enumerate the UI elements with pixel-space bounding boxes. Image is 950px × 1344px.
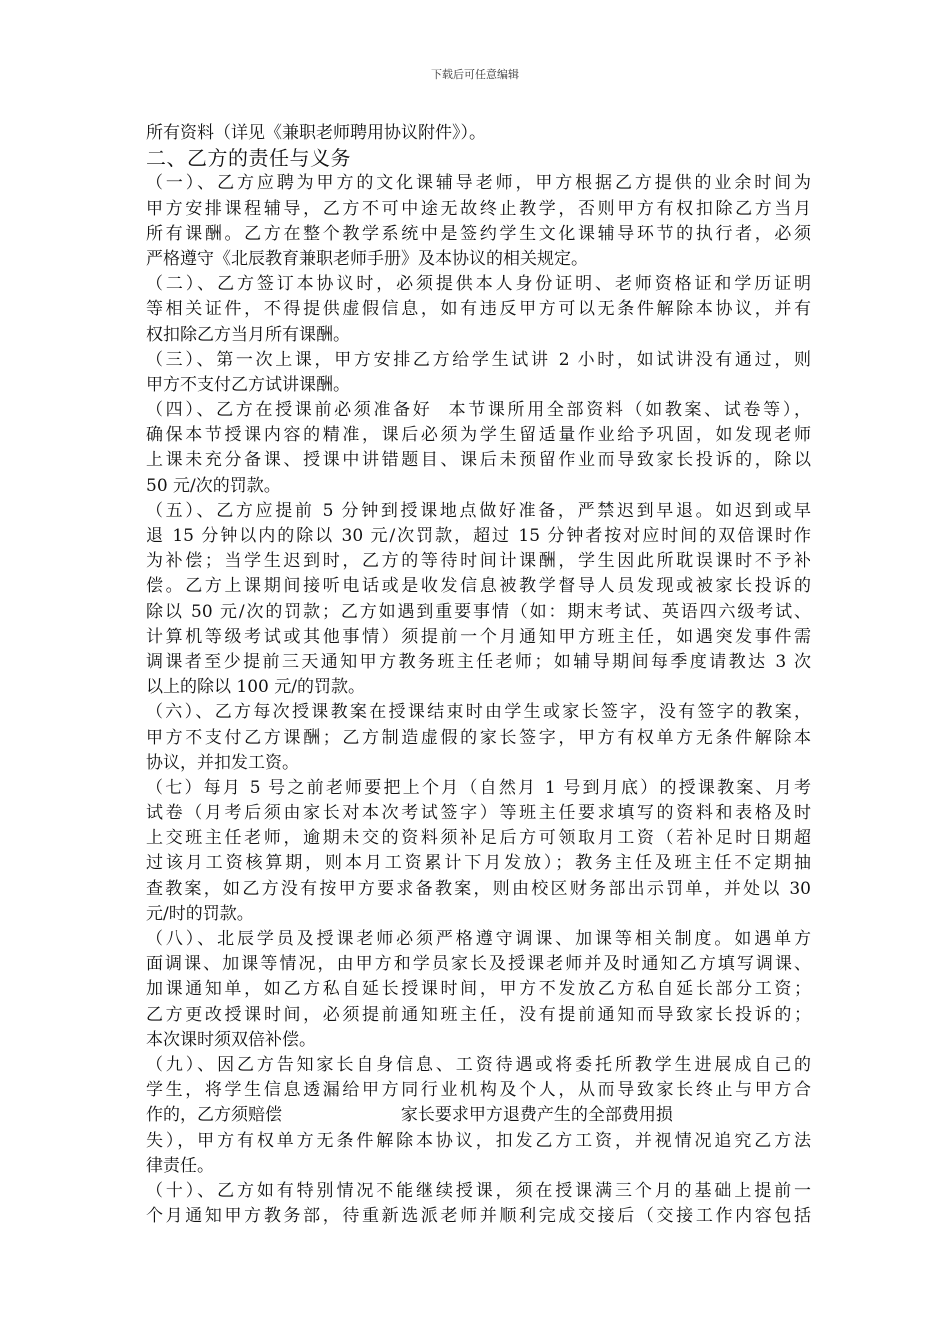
section-heading: 二、乙方的责任与义务 bbox=[146, 146, 351, 171]
paragraph-line: （十）、乙方如有特别情况不能继续授课，须在授课满三个月的基础上提前一 bbox=[146, 1180, 811, 1201]
paragraph-line: 所有资料（详见《兼职老师聘用协议附件》）。 bbox=[146, 123, 486, 143]
paragraph-line: 面调课、加课等情况，由甲方和学员家长及授课老师并及时通知乙方填写调课、 bbox=[146, 954, 811, 975]
paragraph-line: 甲方安排课程辅导，乙方不可中途无故终止教学，否则甲方有权扣除乙方当月 bbox=[146, 198, 811, 219]
paragraph-line: 调课者至少提前三天通知甲方教务班主任老师；如辅导期间每季度请教达 3 次 bbox=[146, 651, 811, 672]
page-header-note: 下载后可任意编辑 bbox=[431, 68, 519, 81]
paragraph-line: 偿。乙方上课期间接听电话或是收发信息被教学督导人员发现或被家长投诉的 bbox=[146, 576, 811, 597]
paragraph-line: 学生，将学生信息透漏给甲方同行业机构及个人，从而导致家长终止与甲方合 bbox=[146, 1080, 811, 1101]
paragraph-line: 为补偿；当学生迟到时，乙方的等待时间计课酬，学生因此所耽误课时不予补 bbox=[146, 551, 811, 572]
paragraph-line: 失），甲方有权单方无条件解除本协议，扣发乙方工资，并视情况追究乙方法 bbox=[146, 1130, 811, 1151]
paragraph-line: 律责任。 bbox=[146, 1155, 214, 1176]
paragraph-line: 查教案，如乙方没有按甲方要求备教案，则由校区财务部出示罚单，并处以 30 bbox=[146, 878, 811, 899]
paragraph-line: 加课通知单，如乙方私自延长授课时间，甲方不发放乙方私自延长部分工资； bbox=[146, 979, 811, 1000]
paragraph-line: 除以 50 元/次的罚款；乙方如遇到重要事情（如：期末考试、英语四六级考试、 bbox=[146, 601, 811, 622]
paragraph-line: （六）、乙方每次授课教案在授课结束时由学生或家长签字，没有签字的教案， bbox=[146, 702, 811, 723]
paragraph-line: （二）、乙方签订本协议时，必须提供本人身份证明、老师资格证和学历证明 bbox=[146, 274, 811, 295]
paragraph-line: 作的，乙方须赔偿 家长要求甲方退费产生的全部费用损 bbox=[146, 1105, 673, 1126]
paragraph-line: 元/时的罚款。 bbox=[146, 903, 254, 924]
paragraph-line: （三）、第一次上课，甲方安排乙方给学生试讲 2 小时，如试讲没有通过，则 bbox=[146, 349, 811, 370]
paragraph-line: 甲方不支付乙方试讲课酬。 bbox=[146, 374, 350, 395]
paragraph-line: （五）、乙方应提前 5 分钟到授课地点做好准备，严禁迟到早退。如迟到或早 bbox=[146, 500, 811, 521]
paragraph-line: 个月通知甲方教务部，待重新选派老师并顺利完成交接后（交接工作内容包括 bbox=[146, 1206, 811, 1227]
paragraph-line: （一）、乙方应聘为甲方的文化课辅导老师，甲方根据乙方提供的业余时间为 bbox=[146, 173, 811, 194]
paragraph-line: 确保本节授课内容的精准，课后必须为学生留适量作业给予巩固，如发现老师 bbox=[146, 425, 811, 446]
paragraph-line: 本次课时须双倍补偿。 bbox=[146, 1029, 316, 1050]
paragraph-line: （四）、乙方在授课前必须准备好 本节课所用全部资料（如教案、试卷等）， bbox=[146, 400, 811, 421]
paragraph-line: 协议，并扣发工资。 bbox=[146, 752, 299, 773]
paragraph-line: 计算机等级考试或其他事情）须提前一个月通知甲方班主任，如遇突发事件需 bbox=[146, 626, 811, 647]
paragraph-line: 退 15 分钟以内的除以 30 元/次罚款，超过 15 分钟者按对应时间的双倍课时作 bbox=[146, 526, 811, 546]
paragraph-line: 等相关证件，不得提供虚假信息，如有违反甲方可以无条件解除本协议，并有 bbox=[146, 299, 811, 320]
paragraph-line: 过该月工资核算期，则本月工资累计下月发放）；教务主任及班主任不定期抽 bbox=[146, 853, 811, 874]
paragraph-line: 试卷（月考后须由家长对本次考试签字）等班主任要求填写的资料和表格及时 bbox=[146, 803, 811, 824]
paragraph-line: 50 元/次的罚款。 bbox=[146, 475, 281, 496]
paragraph-line: 乙方更改授课时间，必须提前通知班主任，没有提前通知而导致家长投诉的； bbox=[146, 1004, 811, 1025]
paragraph-line: （七）每月 5 号之前老师要把上个月（自然月 1 号到月底）的授课教案、月考 bbox=[146, 777, 811, 798]
paragraph-line: 所有课酬。乙方在整个教学系统中是签约学生文化课辅导环节的执行者，必须 bbox=[146, 223, 811, 244]
paragraph-line: 甲方不支付乙方课酬；乙方制造虚假的家长签字，甲方有权单方无条件解除本 bbox=[146, 727, 811, 748]
paragraph-line: （九）、因乙方告知家长自身信息、工资待遇或将委托所教学生进展成自己的 bbox=[146, 1054, 811, 1075]
paragraph-line: 以上的除以 100 元/的罚款。 bbox=[146, 677, 365, 698]
paragraph-line: （八）、北辰学员及授课老师必须严格遵守调课、加课等相关制度。如遇单方 bbox=[146, 929, 811, 949]
paragraph-line: 上课未充分备课、授课中讲错题目、课后未预留作业而导致家长投诉的，除以 bbox=[146, 450, 811, 471]
document-body bbox=[146, 121, 811, 1229]
paragraph-line: 上交班主任老师，逾期未交的资料须补足后方可领取月工资（若补足时日期超 bbox=[146, 828, 811, 849]
paragraph-line: 严格遵守《北辰教育兼职老师手册》及本协议的相关规定。 bbox=[146, 248, 588, 269]
paragraph-line: 权扣除乙方当月所有课酬。 bbox=[146, 324, 350, 345]
